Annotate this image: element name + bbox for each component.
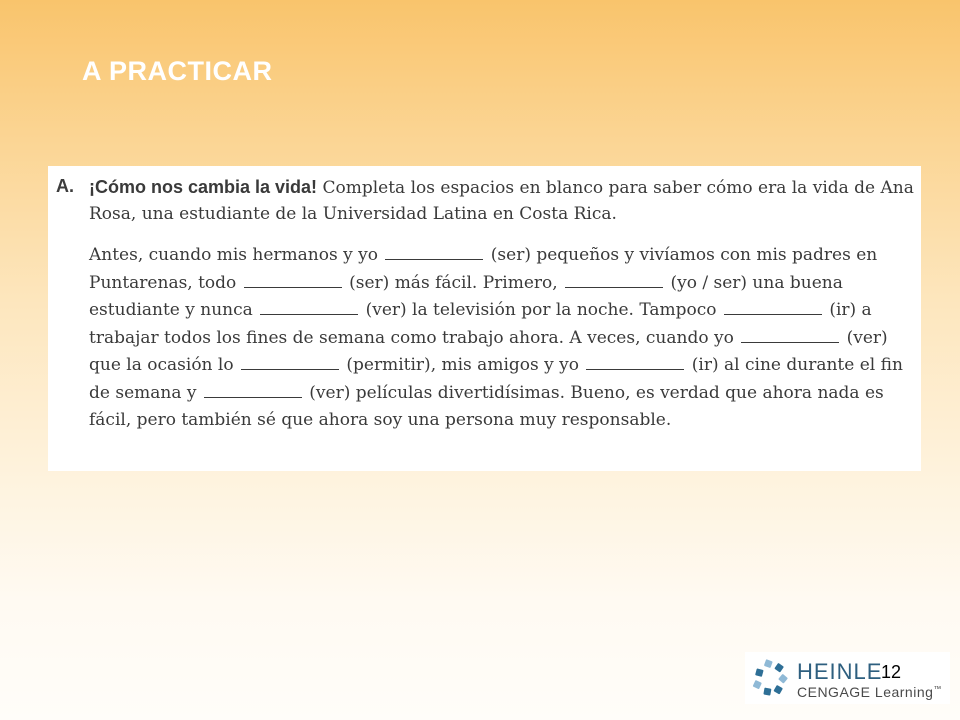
exercise-letter: A. bbox=[56, 176, 74, 196]
blank-4[interactable] bbox=[260, 313, 358, 315]
exercise-intro bbox=[89, 174, 915, 227]
slide-title: A PRACTICAR bbox=[82, 56, 273, 86]
blank-7[interactable] bbox=[241, 368, 339, 370]
text-segment: (permitir), mis amigos y yo bbox=[346, 355, 579, 375]
logo-brand: HEINLE bbox=[797, 659, 883, 684]
text-segment: (ir) al cine durante el fin de semana y bbox=[89, 355, 903, 403]
page-number: 12 bbox=[881, 662, 902, 682]
text-segment: (ver) películas divertidísimas. Bueno, es verdad que ahora nada es fácil, pero también sé que ahora soy una persona muy responsable. bbox=[89, 382, 884, 430]
blank-8[interactable] bbox=[586, 368, 684, 370]
text-segment: Antes, cuando mis hermanos y yo bbox=[89, 245, 378, 265]
text-segment: (ver) que la ocasión lo bbox=[89, 327, 888, 375]
blank-1[interactable] bbox=[385, 258, 483, 260]
blank-3[interactable] bbox=[565, 286, 663, 288]
trademark: ™ bbox=[933, 684, 942, 694]
text-segment: (ser) pequeños y vivíamos con mis padres en Puntarenas, todo bbox=[89, 245, 878, 293]
blank-2[interactable] bbox=[244, 286, 342, 288]
exercise-box bbox=[48, 166, 921, 471]
exercise-instructions: Completa los espacios en blanco para saber cómo era la vida de Ana Rosa, una estudiante de la Universidad Latina en Costa Rica. bbox=[89, 178, 914, 224]
text-segment: (ser) más fácil. Primero, bbox=[349, 272, 558, 293]
heinle-mark-icon bbox=[751, 659, 791, 697]
text-segment: (ver) la televisión por la noche. Tampoco bbox=[365, 300, 717, 320]
publisher-logo bbox=[745, 652, 950, 704]
exercise-paragraph bbox=[89, 242, 915, 435]
blank-6[interactable] bbox=[741, 341, 839, 343]
logo-subtitle: CENGAGE Learning™ bbox=[797, 684, 942, 700]
text-segment: (yo / ser) una buena estudiante y nunca bbox=[89, 272, 843, 320]
blank-5[interactable] bbox=[724, 313, 822, 315]
text-segment: (ir) a trabajar todos los fines de semana como trabajo ahora. A veces, cuando yo bbox=[89, 300, 872, 348]
exercise-heading: ¡Cómo nos cambia la vida! bbox=[89, 177, 318, 197]
blank-9[interactable] bbox=[204, 396, 302, 398]
